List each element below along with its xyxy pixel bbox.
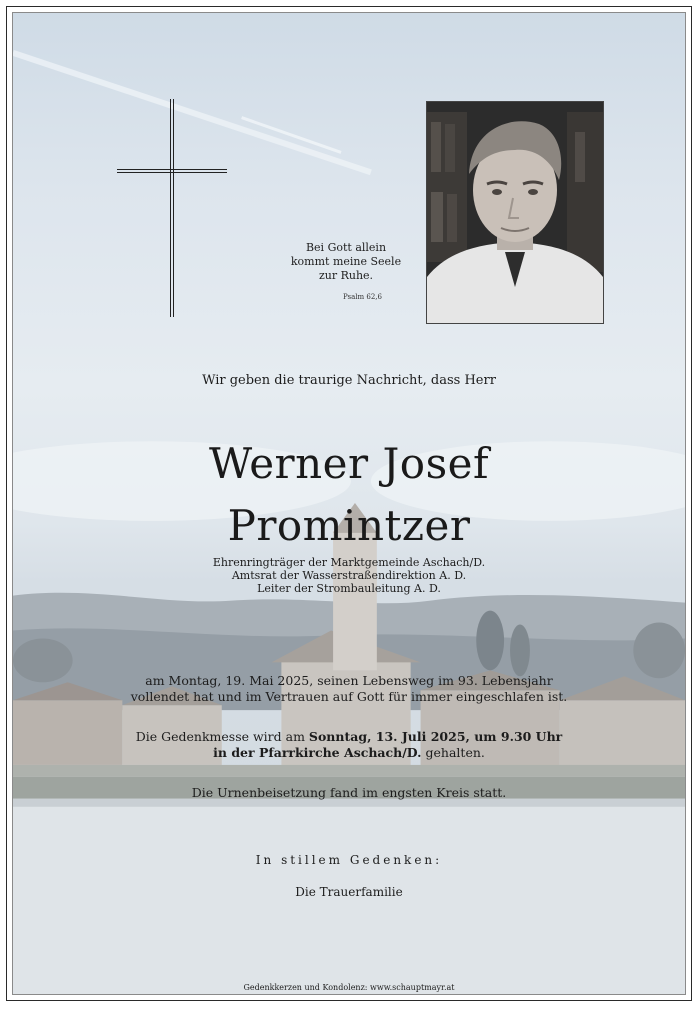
mass-place: in der Pfarrkirche Aschach/D.	[213, 745, 422, 760]
mass-line-2	[13, 745, 685, 761]
psalm-line: zur Ruhe.	[318, 269, 374, 282]
deceased-surname: Promintzer	[227, 501, 471, 550]
memorial-mass-notice	[13, 729, 685, 761]
cross-icon	[117, 99, 229, 319]
title-line: Amtsrat der Wasserstraßendirektion A. D.	[231, 569, 467, 582]
mass-date: Sonntag, 13. Juli 2025, um 9.30 Uhr	[308, 729, 563, 744]
title-line: Ehrenringträger der Marktgemeinde Aschach/D.	[212, 556, 486, 569]
passing-line: vollendet hat und im Vertrauen auf Gott für immer eingeschlafen ist.	[130, 689, 568, 704]
psalm-line: kommt meine Seele	[290, 255, 402, 268]
mass-line-1	[13, 729, 685, 745]
psalm-reference: Psalm 62,6	[343, 293, 382, 301]
passing-line: am Montag, 19. Mai 2025, seinen Lebensweg im 93. Lebensjahr	[145, 673, 553, 688]
psalm-verse	[281, 241, 411, 283]
announcement-intro: Wir geben die traurige Nachricht, dass Herr	[202, 373, 496, 388]
portrait-photo	[426, 101, 604, 324]
mass-prefix: Die Gedenkmesse wird am	[135, 729, 309, 744]
card-inner-frame	[12, 12, 686, 995]
psalm-line: Bei Gott allein	[305, 241, 387, 254]
condolence-footer: Gedenkkerzen und Kondolenz: www.schauptmayr.at	[243, 983, 455, 992]
obituary-card	[6, 6, 692, 1001]
deceased-first-names: Werner Josef	[208, 439, 490, 488]
title-line: Leiter der Strombauleitung A. D.	[257, 582, 441, 595]
honorary-titles	[13, 556, 685, 595]
in-memory-heading: In stillem Gedenken:	[255, 853, 443, 867]
mourning-family: Die Trauerfamilie	[295, 885, 403, 899]
passing-notice	[13, 673, 685, 705]
urn-burial-notice: Die Urnenbeisetzung fand im engsten Kreis statt.	[191, 785, 507, 800]
mass-suffix: gehalten.	[421, 745, 485, 760]
